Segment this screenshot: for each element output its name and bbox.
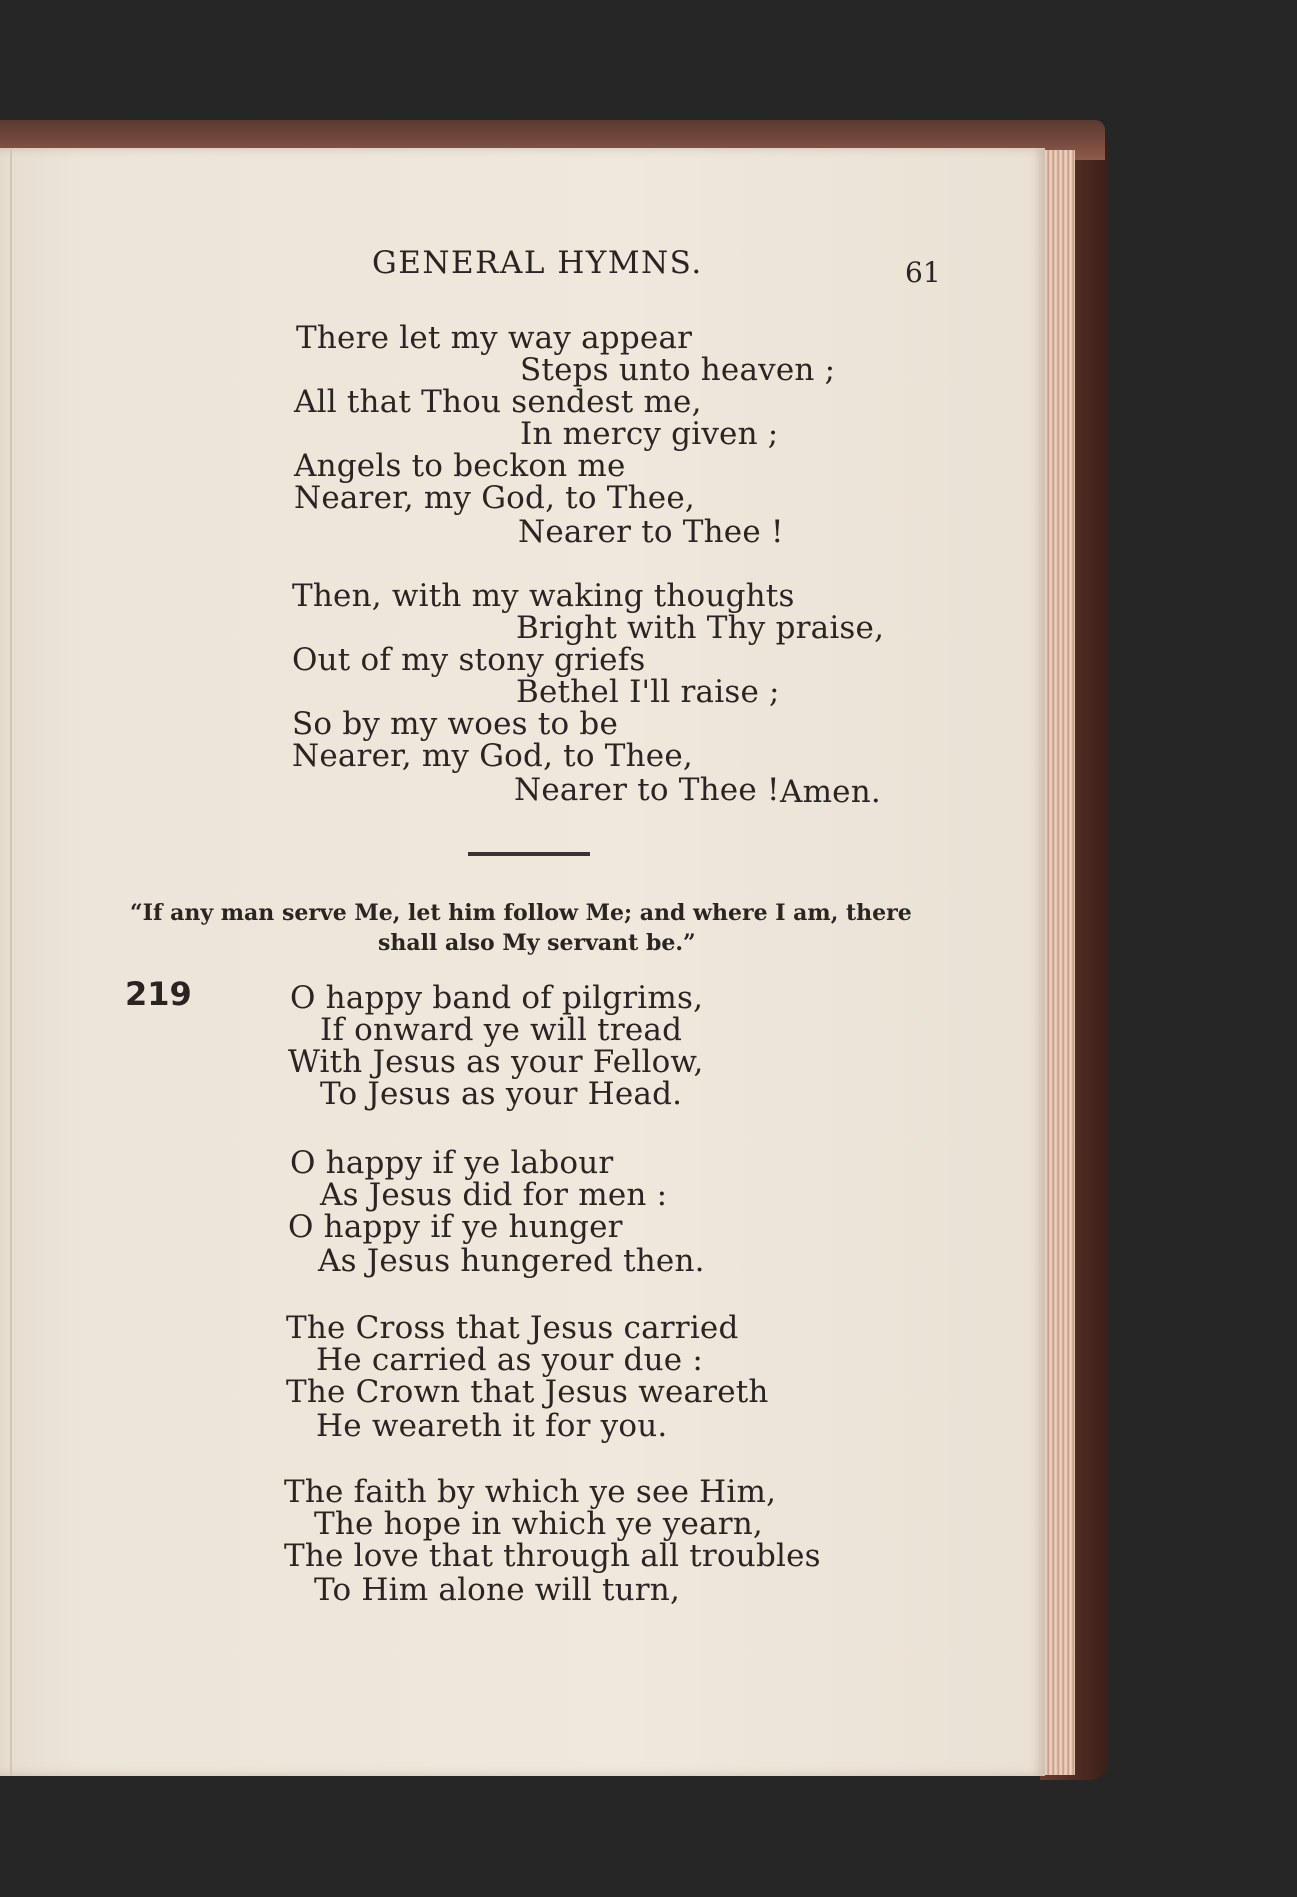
gutter-line — [10, 148, 12, 1776]
verse-line: O happy band of pilgrims, — [290, 980, 704, 1016]
verse-line: Nearer, my God, to Thee, — [292, 738, 693, 774]
verse-line: He weareth it for you. — [316, 1408, 668, 1444]
hymn-number: 219 — [125, 975, 192, 1013]
verse-line: The love that through all troubles — [284, 1538, 821, 1574]
running-header: GENERAL HYMNS. — [372, 245, 703, 281]
page-number: 61 — [905, 256, 941, 289]
verse-line: With Jesus as your Fellow, — [288, 1044, 704, 1080]
verse-line: The Cross that Jesus carried — [286, 1310, 739, 1346]
verse-line: Bethel I'll raise ; — [516, 674, 780, 710]
verse-line: There let my way appear — [296, 320, 693, 356]
epigraph-line: shall also My servant be.” — [378, 930, 696, 956]
verse-line: As Jesus did for men : — [320, 1177, 668, 1213]
verse-line: Nearer to Thee ! — [514, 772, 780, 808]
verse-line: To Him alone will turn, — [314, 1572, 681, 1608]
verse-line: The Crown that Jesus weareth — [286, 1374, 769, 1410]
section-divider — [468, 852, 590, 856]
verse-line: Then, with my waking thoughts — [292, 578, 795, 614]
verse-line: Nearer, my God, to Thee, — [294, 480, 695, 516]
verse-line: He carried as your due : — [316, 1342, 703, 1378]
verse-line: To Jesus as your Head. — [320, 1076, 683, 1112]
verse-line: Out of my stony griefs — [292, 642, 646, 678]
verse-line: Bright with Thy praise, — [516, 610, 885, 646]
verse-line: If onward ye will tread — [320, 1012, 683, 1048]
verse-line: So by my woes to be — [292, 706, 619, 742]
verse-line: Angels to beckon me — [294, 448, 626, 484]
verse-line: All that Thou sendest me, — [294, 384, 702, 420]
amen: Amen. — [780, 774, 881, 810]
epigraph-line: “If any man serve Me, let him follow Me; and where I am, there — [130, 900, 912, 926]
verse-line: As Jesus hungered then. — [318, 1243, 705, 1279]
verse-line: O happy if ye labour — [290, 1145, 614, 1181]
verse-line: Steps unto heaven ; — [520, 352, 836, 388]
verse-line: O happy if ye hunger — [288, 1209, 623, 1245]
verse-line: In mercy given ; — [520, 416, 779, 452]
verse-line: Nearer to Thee ! — [518, 514, 784, 550]
verse-line: The faith by which ye see Him, — [284, 1474, 777, 1510]
verse-line: The hope in which ye yearn, — [314, 1506, 763, 1542]
